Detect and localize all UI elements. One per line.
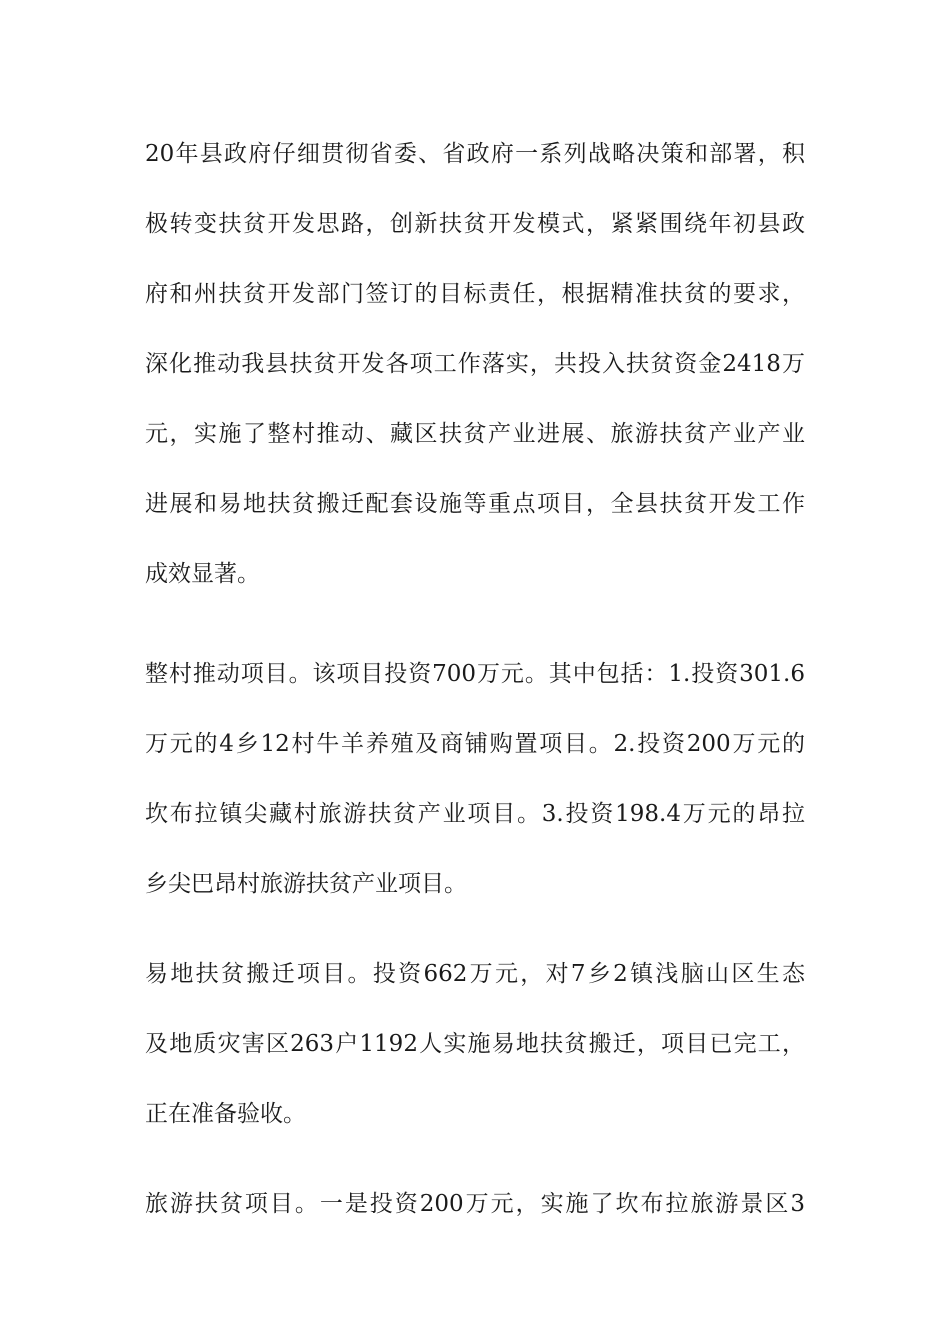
paragraph-1-line-1: 20年县政府仔细贯彻省委、省政府一系列战略决策和部署，积	[145, 141, 805, 167]
paragraph-2-line-3: 坎布拉镇尖藏村旅游扶贫产业项目。3.投资198.4万元的昂拉	[145, 801, 805, 827]
paragraph-1-line-5: 元，实施了整村推动、藏区扶贫产业进展、旅游扶贫产业产业	[145, 421, 805, 447]
paragraph-3-line-2: 及地质灾害区263户1192人实施易地扶贫搬迁，项目已完工，	[145, 1031, 805, 1057]
paragraph-1-line-4: 深化推动我县扶贫开发各项工作落实，共投入扶贫资金2418万	[145, 351, 805, 377]
paragraph-2-line-1: 整村推动项目。该项目投资700万元。其中包括：1.投资301.6	[145, 661, 805, 687]
paragraph-3-line-1: 易地扶贫搬迁项目。投资662万元，对7乡2镇浅脑山区生态	[145, 961, 805, 987]
paragraph-4-line-1: 旅游扶贫项目。一是投资200万元，实施了坎布拉旅游景区3	[145, 1191, 805, 1217]
paragraph-1-line-2: 极转变扶贫开发思路，创新扶贫开发模式，紧紧围绕年初县政	[145, 211, 805, 237]
paragraph-2-line-4: 乡尖巴昂村旅游扶贫产业项目。	[145, 871, 467, 897]
paragraph-1-line-6: 进展和易地扶贫搬迁配套设施等重点项目，全县扶贫开发工作	[145, 491, 805, 517]
paragraph-2-line-2: 万元的4乡12村牛羊养殖及商铺购置项目。2.投资200万元的	[145, 731, 805, 757]
paragraph-3-line-3: 正在准备验收。	[145, 1101, 306, 1127]
paragraph-1-line-7: 成效显著。	[145, 561, 260, 587]
paragraph-1-line-3: 府和州扶贫开发部门签订的目标责任，根据精准扶贫的要求，	[145, 281, 805, 307]
